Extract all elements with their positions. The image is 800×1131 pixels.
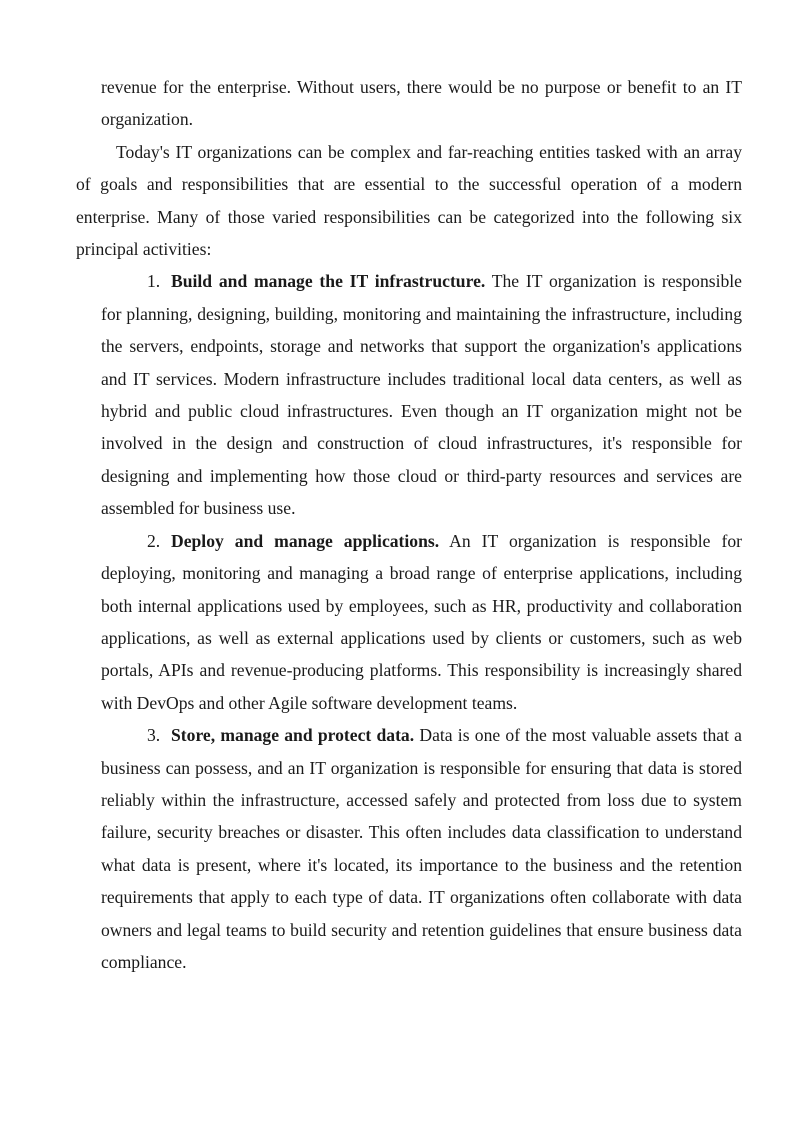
list-number: 1.	[147, 271, 161, 292]
list-heading: Build and manage the IT infrastructure.	[171, 271, 486, 292]
list-number: 2.	[147, 530, 161, 551]
list-heading: Store, manage and protect data.	[171, 725, 415, 746]
list-heading: Deploy and manage applications.	[171, 530, 440, 551]
list-item-applications	[76, 525, 742, 719]
list-number: 3.	[147, 725, 161, 746]
list-body: Data is one of the most valuable assets that a business can possess, and an IT organization is responsible for ensuring that data is stored reliably within the infrastructure, accessed safely and protected from loss due to system failure, security breaches or disaster. This often includes data classification to understand what data is present, where it's located, its importance to the business and the retention requirements that apply to each type of data. IT organizations often collaborate with data owners and legal teams to build security and retention guidelines that ensure business data compliance.	[101, 725, 742, 972]
list-body: An IT organization is responsible for deploying, monitoring and managing a broad range of enterprise applications, including both internal applications used by employees, such as HR, productivity and collaboration applications, as well as external applications used by clients or customers, such as web portals, APIs and revenue-producing platforms. This responsibility is increasingly shared with DevOps and other Agile software development teams.	[101, 530, 742, 713]
body-text	[76, 71, 742, 978]
continuation-paragraph: revenue for the enterprise. Without users, there would be no purpose or benefit to an IT organization.	[101, 77, 742, 130]
list-body: The IT organization is responsible for planning, designing, building, monitoring and maintaining the infrastructure, including the servers, endpoints, storage and networks that support the organization's applications and IT services. Modern infrastructure includes traditional local data centers, as well as hybrid and public cloud infrastructures. Even though an IT organization might not be involved in the design and construction of cloud infrastructures, it's responsible for designing and implementing how those cloud or third-party resources and services are assembled for business use.	[101, 271, 742, 519]
list-item-data	[76, 719, 742, 978]
list-item-infrastructure	[76, 265, 742, 524]
intro-paragraph: Today's IT organizations can be complex and far-reaching entities tasked with an array of goals and responsibilities that are essential to the successful operation of a modern enterprise. Many of those varied responsibilities can be categorized into the following six principal activities:	[76, 141, 742, 260]
